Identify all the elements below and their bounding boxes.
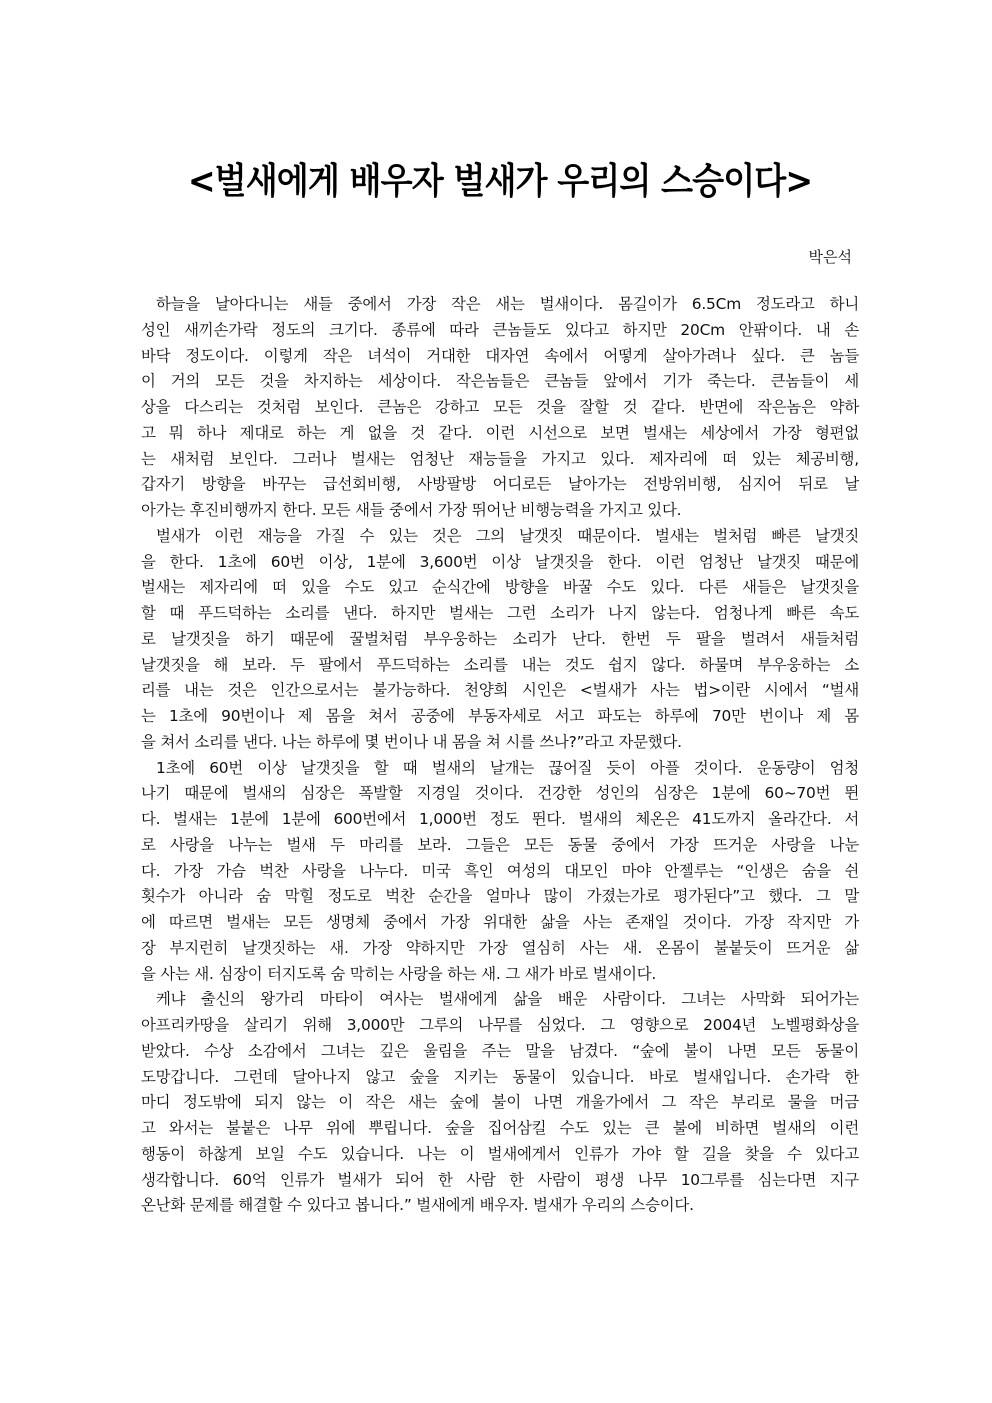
text-line: 갑자기 방향을 바꾸는 급선회비행, 사방팔방 어디로든 날아가는 전방위비행, 심지어 뒤로 날 [141,475,859,494]
text-line: 로 사랑을 나누는 벌새 두 마리를 보라. 그들은 모든 동물 중에서 가장 뜨거운 사랑을 나눈 [141,835,859,854]
author-name: 박은석 [808,248,852,266]
text-line: 1초에 60번 이상 날갯짓을 할 때 벌새의 날개는 끊어질 듯이 아플 것이다. 운동량이 엄청 [156,758,859,777]
text-line: 도망갑니다. 그런데 달아나지 않고 숲을 지키는 동물이 있습니다. 바로 벌새입니다. 손가락 한 [141,1067,859,1086]
text-line: 을 쳐서 소리를 낸다. 나는 하루에 몇 번이나 내 몸을 쳐 시를 쓰나?”라고 자문했다. [141,732,682,751]
text-line: 온난화 문제를 해결할 수 있다고 봅니다.” 벌새에게 배우자. 벌새가 우리의 스승이다. [141,1196,694,1215]
text-line: 마디 정도밖에 되지 않는 이 작은 새는 숲에 불이 나면 개울가에서 그 작은 부리로 물을 머금 [141,1093,859,1112]
text-line: 벌새는 제자리에 떠 있을 수도 있고 순식간에 방향을 바꿀 수도 있다. 다른 새들은 날갯짓을 [141,578,859,597]
paragraph-4 [141,987,859,1219]
text-line: 하늘을 날아다니는 새들 중에서 가장 작은 새는 벌새이다. 몸길이가 6.5Cm 정도라고 하니 [156,295,859,313]
text-line: 을 한다. 1초에 60번 이상, 1분에 3,600번 이상 날갯짓을 한다. 이런 엄청난 날갯짓 때문에 [141,552,859,571]
text-line: 이 거의 모든 것을 차지하는 세상이다. 작은놈들은 큰놈들 앞에서 기가 죽는다. 큰놈들이 세 [141,372,859,391]
text-line: 로 날갯짓을 하기 때문에 꿀벌처럼 부우웅하는 소리가 난다. 한번 두 팔을 벌려서 새들처럼 [141,629,859,648]
text-line: 는 1초에 90번이나 제 몸을 쳐서 공중에 부동자세로 서고 파도는 하루에 70만 번이나 제 몸 [141,707,859,725]
text-line: 장 부지런히 날갯짓하는 새. 가장 약하지만 가장 열심히 사는 새. 온몸이 불붙듯이 뜨거운 삶 [141,938,859,957]
text-line: 에 따르면 벌새는 모든 생명체 중에서 가장 위대한 삶을 사는 존재일 것이다. 가장 작지만 가 [141,913,859,931]
text-line: 다. 벌새는 1분에 1분에 600번에서 1,000번 정도 뛴다. 벌새의 체온은 41도까지 올라간다. 서 [141,810,859,828]
text-line: 리를 내는 것은 인간으로서는 불가능하다. 천양희 시인은 <벌새가 사는 법>이란 시에서 “벌새 [141,681,859,700]
text-line: 받았다. 수상 소감에서 그녀는 깊은 울림을 주는 말을 남겼다. “숲에 불이 나면 모든 동물이 [141,1041,859,1060]
text-line: 을 사는 새. 심장이 터지도록 숨 막히는 사랑을 하는 새. 그 새가 바로 벌새이다. [141,964,657,983]
text-line: 상을 다스리는 것처럼 보인다. 큰놈은 강하고 모든 것을 잘할 것 같다. 반면에 작은놈은 약하 [141,398,859,416]
paragraph-3 [141,756,859,988]
paragraph-2 [141,524,859,756]
text-line: 날갯짓을 해 보라. 두 팔에서 푸드덕하는 소리를 내는 것도 쉽지 않다. 하물며 부우웅하는 소 [141,655,859,674]
text-line: 고 와서는 불붙은 나무 위에 뿌립니다. 숲을 집어삼킬 수도 있는 큰 불에 비하면 벌새의 이런 [141,1119,859,1137]
text-line: 생각합니다. 60억 인류가 벌새가 되어 한 사람 한 사람이 평생 나무 10그루를 심는다면 지구 [141,1170,859,1189]
paragraph-1 [141,292,859,524]
document-title: <벌새에게 배우자 벌새가 우리의 스승이다> [187,161,813,202]
text-line: 할 때 푸드덕하는 소리를 낸다. 하지만 벌새는 그런 소리가 나지 않는다. 엄청나게 빠른 속도 [141,604,859,622]
text-line: 는 새처럼 보인다. 그러나 벌새는 엄청난 재능들을 가지고 있다. 제자리에 떠 있는 체공비행, [141,449,859,468]
text-line: 다. 가장 가슴 벅찬 사랑을 나누다. 미국 흑인 여성의 대모인 마야 안젤루는 “인생은 숨을 쉰 [141,861,859,880]
text-line: 고 뭐 하나 제대로 하는 게 없을 것 같다. 이런 시선으로 보면 벌새는 세상에서 가장 형편없 [141,423,859,442]
text-line: 아프리카땅을 살리기 위해 3,000만 그루의 나무를 심었다. 그 영향으로 2004년 노벨평화상을 [141,1016,859,1034]
text-line: 행동이 하찮게 보일 수도 있습니다. 나는 이 벌새에게서 인류가 가야 할 길을 찾을 수 있다고 [141,1144,859,1163]
text-line: 벌새가 이런 재능을 가질 수 있는 것은 그의 날갯짓 때문이다. 벌새는 벌처럼 빠른 날갯짓 [156,526,859,545]
text-line: 아가는 후진비행까지 한다. 모든 새들 중에서 가장 뛰어난 비행능력을 가지고 있다. [141,501,682,519]
text-line: 나기 때문에 벌새의 심장은 폭발할 지경일 것이다. 건강한 성인의 심장은 1분에 60~70번 뛴 [141,784,859,803]
text-line: 바닥 정도이다. 이렇게 작은 녀석이 거대한 대자연 속에서 어떻게 살아가려나 싶다. 큰 놈들 [141,346,859,365]
document-body [141,292,859,1219]
text-line: 횟수가 아니라 숨 막힐 정도로 벅찬 순간을 얼마나 많이 가졌는가로 평가된다”고 했다. 그 말 [141,887,859,906]
text-line: 케냐 출신의 왕가리 마타이 여사는 벌새에게 삶을 배운 사람이다. 그녀는 사막화 되어가는 [156,990,859,1009]
text-line: 성인 새끼손가락 정도의 크기다. 종류에 따라 큰놈들도 있다고 하지만 20Cm 안팎이다. 내 손 [141,320,859,339]
